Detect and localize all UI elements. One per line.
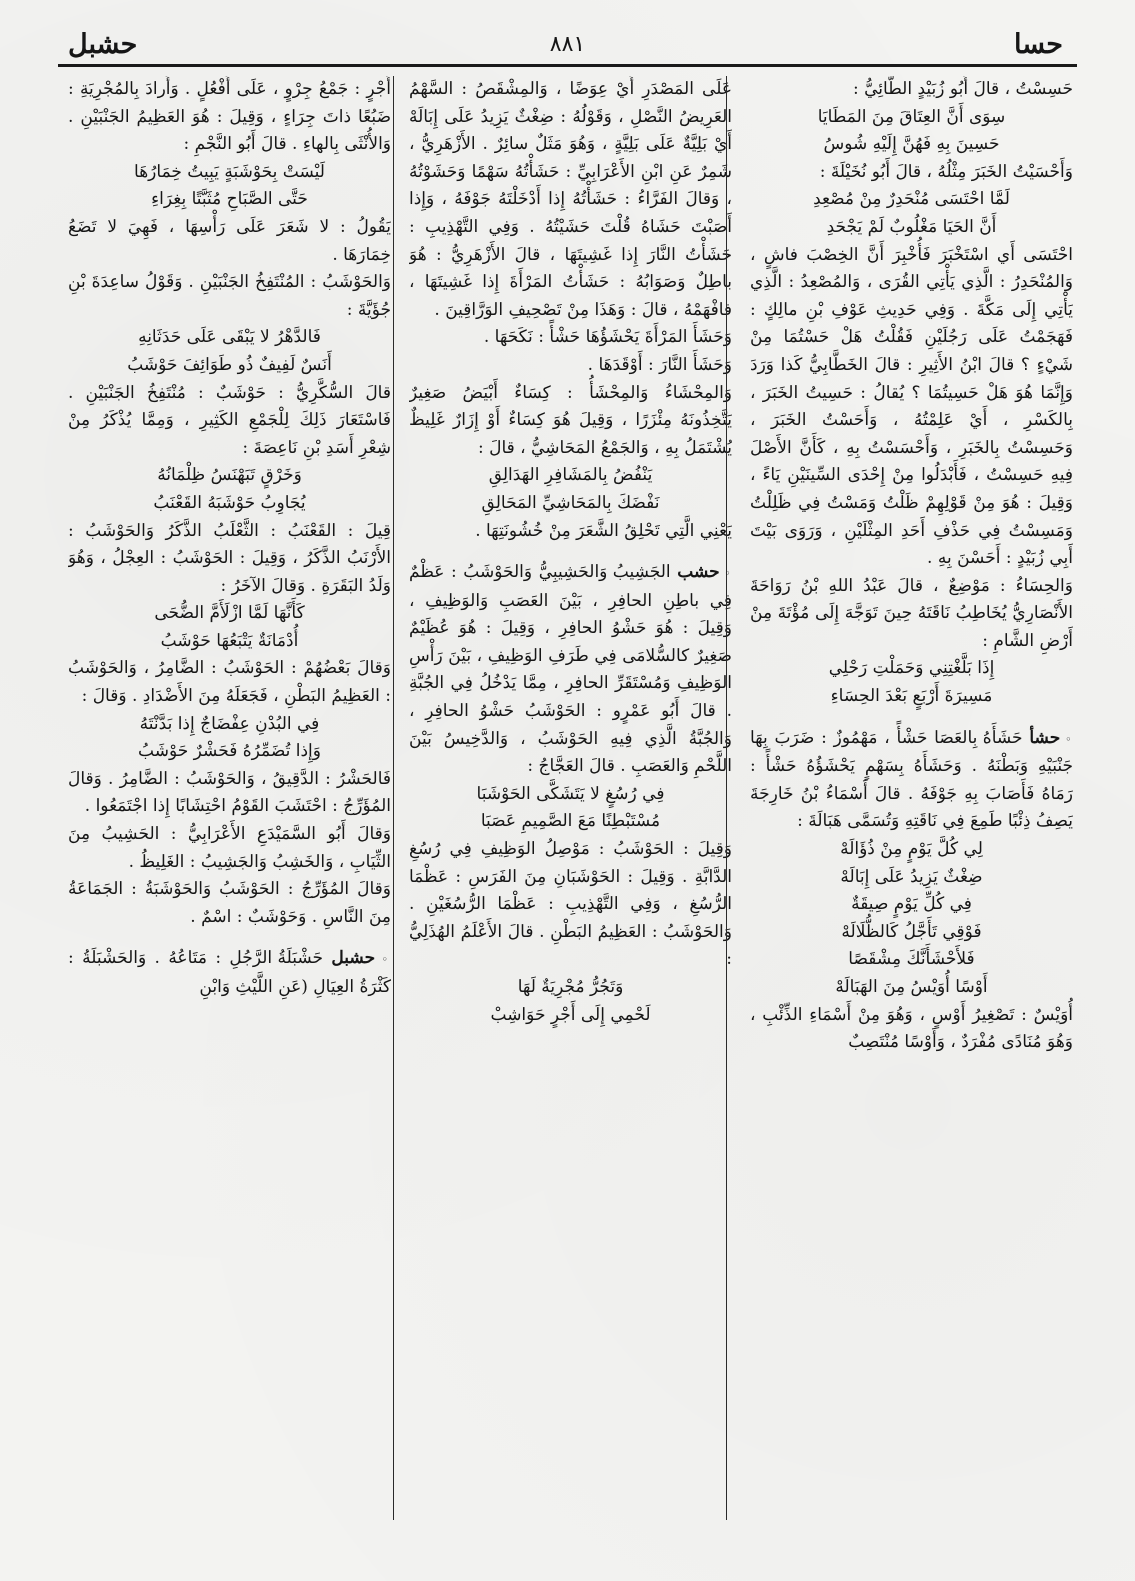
definition-text: أَجْرٍ : جَمْعُ جِرْوٍ ، عَلَى أَفْعُلٍ . وَأَرادَ بِالمُجْرِيَةِ : ضَبُعًا ذاتَ جِرَاءٍ ، وَقِيلَ : هُوَ العَظِيمُ الجَنْبَيْنِ . وَالأُنْثَى بِالهاءِ . قالَ أَبُو النَّجْمِ : [68, 79, 391, 155]
verse-text: سِوَى أَنَّ العِتَاقَ مِنَ المَطَايَا [817, 106, 1006, 127]
verse-text: كَأَنَّهَا لَمَّا ازْلَأَمَّ الضُّحَى [154, 603, 305, 624]
entry-text [68, 655, 391, 710]
page-number: ٨٨١ [549, 32, 586, 57]
verse-text: حَسِينَ بِهِ فَهُنَّ إِلَيْهِ شُوسُ [823, 134, 1000, 155]
entry-text [750, 573, 1073, 656]
definition-text: قالَ السُّكَّرِيُّ : حَوْشَبٌ : مُنْتَفِخُ الجَنْبَيْنِ . فَاسْتَعَارَ ذَلِكَ لِلْجَمْعِ الكَثِيرِ ، وَمِمَّا يُذْكَرُ مِنْ شِعْرِ أَسَدِ بْنِ نَاعِصَةَ : [68, 382, 391, 458]
verse-line [750, 919, 1073, 947]
verse-line [409, 462, 732, 490]
entry-text [68, 380, 391, 463]
verse-line [750, 683, 1073, 711]
verse-text: وَتَجُرُّ مُجْرِيَةٌ لَهَا [517, 977, 624, 997]
entry-text [409, 324, 732, 352]
verse-text: أَنَسٌ لَفِيفٌ ذُو طَوَائِفَ حَوْشَبُ [127, 354, 332, 375]
entry-text [409, 836, 732, 974]
verse-line [68, 490, 391, 518]
entry-text [409, 76, 732, 324]
entry-text [750, 76, 1073, 104]
entry-text [750, 1002, 1073, 1057]
entry-text [409, 559, 732, 781]
verse-line [750, 655, 1073, 683]
verse-line [68, 159, 391, 187]
verse-text: يُجَاوِبُ حَوْشَبَهُ القَعْنَبُ [153, 492, 306, 513]
verse-text: فِي رُسُغٍ لا يَتَشَكَّى الحَوْشَبَا [476, 783, 665, 804]
verse-line [409, 1002, 732, 1030]
definition-text: وَقالَ بَعْضُهُمْ : الحَوْشَبُ : الضَّامِرُ ، وَالحَوْشَبُ : العَظِيمُ البَطْنِ ، فَجَعَلَهُ مِنَ الأَضْدَادِ . وَقالَ : [68, 658, 391, 707]
verse-line [68, 462, 391, 490]
header-rule [58, 64, 1077, 67]
definition-text: عَلَى المَصْدَرِ أَيْ عِوَضًا ، وَالمِشْقَصُ : السَّهْمُ العَرِيضُ النَّصْلِ ، وَقَوْلُهُ : ضِغْثٌ يَزِيدُ عَلَى إِبَالَهْ أَيْ بَلِيَّةٌ عَلَى بَلِيَّةٍ ، وَهُوَ مَثَلٌ سائِرٌ . الأَزْهَرِيُّ ، شَمِرٌ عَنِ ابْنِ الأَعْرَابِيِّ : حَشَأْتُهُ سَهْمًا وَحَشَوْتُهُ ، وَقالَ الفَرَّاءُ : حَشَأْتُهُ إِذا أَدْخَلْتَهُ جَوْفَهُ ، وَإِذا أَصَبْتَ حَشَاهُ قُلْتَ حَشَيْتُهُ . وَفِي التَّهْذِيبِ : حَشَأْتُ النَّارَ إِذا غَشِيتَهَا ، قالَ الأَزْهَرِيُّ : هُوَ باطِلٌ وَصَوَابُهُ : حَشَأْتُ المَرْأَةَ إِذا غَشِيتَهَا ، فافْهَمْهُ ، قالَ : وَهَذَا مِنْ تَصْحِيفِ الوَرَّاقِينَ . [409, 79, 732, 320]
verse-line [750, 104, 1073, 132]
verse-text: يَنْفُضُ بِالمَشَافِرِ الهَدَالِقِ [488, 465, 653, 486]
page-header [58, 22, 1077, 66]
verse-text: وَخَرْقٍ تَبَهْنَسُ ظِلْمَانُهُ [157, 465, 302, 486]
verse-line [68, 711, 391, 739]
verse-line [750, 864, 1073, 892]
verse-line [409, 974, 732, 1002]
entry-text [68, 766, 391, 821]
verse-line [750, 836, 1073, 864]
column-divider [726, 76, 727, 1520]
definition-text: وَالمِحْشَاءُ وَالمِحْشَأُ : كِسَاءٌ أَبْيَضُ صَغِيرٌ يَتَّخِذُونَهُ مِئْزَرًا ، وَقِيلَ هُوَ كِسَاءٌ أَوْ إِزَارٌ غَلِيظٌ يُشْتَمَلُ بِهِ ، وَالجَمْعُ المَحَاشِيُّ ، قالَ : [409, 382, 732, 458]
verse-text: أُدْمَانَةٌ يَتْبَعُهَا حَوْشَبُ [160, 630, 299, 651]
definition-text: حَشْبَلَةُ الرَّجُلِ : مَتَاعُهُ . وَالحَشْبَلَةُ : كَثْرَةُ العِيَالِ (عَنِ اللَّيْثِ وَابْنِ [68, 948, 391, 997]
verse-line [68, 186, 391, 214]
column-right [750, 76, 1073, 1526]
verse-text: لَحْمِي إِلَى أَجْرٍ حَوَاشِبْ [490, 1004, 651, 1025]
verse-text: لِي كُلَّ يَوْمٍ مِنْ ذُؤَالَهْ [840, 839, 983, 860]
verse-text: فَوْقِي تَأَجَّلُ كَالظُّلَالَهْ [841, 921, 982, 942]
entry-text [750, 725, 1073, 836]
verse-line [750, 186, 1073, 214]
verse-line [409, 808, 732, 836]
entry-spacer [409, 545, 732, 559]
column-middle [409, 76, 732, 1526]
verse-line [409, 490, 732, 518]
headword: ◦ حشب [677, 562, 732, 582]
column-divider [393, 76, 394, 1520]
entry-spacer [750, 711, 1073, 725]
entry-text [68, 945, 391, 1001]
definition-text: يَقُولُ : لا شَعَرَ عَلَى رَأْسِهَا ، فَهِيَ لا تَضَعُ خِمَارَهَا . [68, 216, 391, 265]
running-head-right: حسا [1013, 29, 1063, 60]
entry-spacer [68, 931, 391, 945]
definition-text: الجَشِيبُ وَالحَشِيبِيُّ وَالحَوْشَبُ : عَظْمٌ فِي باطِنِ الحافِرِ ، بَيْنَ العَصَبِ وَالوَظِيفِ ، وَقِيلَ : هُوَ حَشْوُ الحافِرِ ، وَقِيلَ : هُوَ عُظَيْمٌ صَغِيرٌ كالسُّلامَى فِي طَرَفِ الوَظِيفِ ، بَيْنَ رَأْسِ الوَظِيفِ وَمُسْتَقَرِّ الحافِرِ ، مِمَّا يَدْخُلُ فِي الجُبَّةِ . قالَ أَبُو عَمْرٍو : الحَوْشَبُ حَشْوُ الحافِرِ ، وَالجُبَّةُ الَّذِي فِيهِ الحَوْشَبُ ، وَالدَّخِيسُ بَيْنَ اللَّحْمِ وَالعَصَبِ . قالَ العَجَّاجُ : [409, 562, 732, 777]
verse-line [68, 738, 391, 766]
definition-text: وَقِيلَ : الحَوْشَبُ : مَوْصِلُ الوَظِيفِ فِي رُسُغِ الدَّابَّةِ . وَقِيلَ : الحَوْشَبَانِ مِنَ الفَرَسِ : عَظْمَا الرُّسُغِ ، وَفِي التَّهْذِيبِ : عَظْمَا الرُّسُغَيْنِ . وَالحَوْشَبُ : العَظِيمُ البَطْنِ . قالَ الأَعْلَمُ الهُذَلِيُّ : [409, 839, 732, 970]
verse-text: مَسِيرَةَ أَرْبَعٍ بَعْدَ الحِسَاءِ [830, 686, 993, 707]
entry-text [409, 518, 732, 546]
verse-line [409, 781, 732, 809]
definition-text: حَشَأَهُ بِالعَصَا حَشْأً ، مَهْمُوزٌ : ضَرَبَ بِهَا جَنْبَيْهِ وَبَطْنَهُ . وَحَشَأَهُ بِسَهْمٍ يَحْشَؤُهُ حَشْأً : رَمَاهُ فَأَصَابَ بِهِ جَوْفَهُ . قالَ أَسْمَاءُ بْنُ خَارِجَةَ يَصِفُ ذِئْبًا طَمِعَ فِي نَاقَتِهِ وَتُسَمَّى هَبَالَةَ : [750, 727, 1073, 832]
entry-text [68, 269, 391, 324]
headword: ◦ حشبل [331, 948, 391, 968]
verse-text: لَيْسَتْ بِحَوْشَبَةٍ يَبِيتُ خِمَارُهَا [134, 161, 325, 182]
verse-text: فِي كُلِّ يَوْمٍ صِيقَةٌ [851, 894, 972, 915]
entry-text [68, 876, 391, 931]
verse-line [750, 974, 1073, 1002]
verse-line [750, 946, 1073, 974]
headword: ◦ حشأ [1029, 728, 1073, 748]
verse-text: فَلأَحْشَأَنَّكَ مِشْقَصًا [848, 949, 975, 970]
verse-text: وَإِذا تُضَمِّرُهُ فَحَشْرٌ حَوْشَبُ [138, 741, 321, 762]
definition-text: قِيلَ : القَعْنَبُ : الثَّعْلَبُ الذَّكَرُ وَالحَوْشَبُ : الأَرْنَبُ الذَّكَرُ ، وَقِيلَ : الحَوْشَبُ : العِجْلُ ، وَهُوَ وَلَدُ البَقَرَةِ . وَقالَ الآخَرُ : [68, 520, 391, 596]
verse-line [750, 891, 1073, 919]
definition-text: وَالحَوْشَبُ : المُنْتَفِخُ الجَنْبَيْنِ . وَقَوْلُ ساعِدَةَ بْنِ جُؤَيَّةَ : [68, 272, 391, 320]
verse-text: أَنَّ الحَيَا مَغْلُوبٌ لَمْ يَجْحَدِ [826, 216, 997, 237]
definition-text: وَحَشَأَ النَّارَ : أَوْقَدَهَا . [587, 354, 732, 375]
definition-text: وَحَشَأَ المَرْأَةَ يَحْشَؤُهَا حَشْأً : نَكَحَهَا . [483, 327, 732, 348]
definition-text: يَعْنِي الَّتِي تَحْلِقُ الشَّعَرَ مِنْ خُشُونَتِهَا . [475, 520, 732, 541]
verse-line [68, 324, 391, 352]
entry-text [68, 821, 391, 876]
definition-text: وَالحِسَاءُ : مَوْضِعٌ ، قالَ عَبْدُ اللهِ بْنُ رَوَاحَةَ الأَنْصَارِيُّ يُخَاطِبُ نَاقَتَهُ حِينَ تَوَجَّهَ إِلَى مُؤْتَةَ مِنْ أَرْضِ الشَّامِ : [750, 575, 1073, 651]
verse-text: فَالدَّهْرُ لا يَبْقَى عَلَى حَدَثَانِهِ [138, 327, 321, 348]
definition-text: أُوَيْسٌ : تَصْغِيرُ أَوْسٍ ، وَهُوَ مِنْ أَسْمَاءِ الذِّئْبِ ، وَهُوَ مُنَادًى مُفْرَدٌ ، وَأَوْسًا مُنْتَصِبٌ [750, 1004, 1073, 1053]
verse-text: فِي البُدْنِ عِفْضَاجٌ إِذا بَدَّنْتَهُ [139, 713, 320, 734]
entry-text [409, 352, 732, 380]
definition-text: وَأَحْسَيْتُ الخَبَرَ مِثْلُهُ ، قالَ أَبُو نُخَيْلَةَ : [819, 161, 1073, 182]
verse-text: مُسْتَبْطِنًا مَعَ الصَّمِيمِ عَصَبَا [480, 811, 661, 832]
verse-line [68, 600, 391, 628]
verse-line [68, 352, 391, 380]
definition-text: فَالحَشْرُ : الدَّقِيقُ ، وَالحَوْشَبُ : الضَّامِرُ . وَقالَ المُؤَرِّجُ : احْتَشَبَ القَوْمُ احْتِشَابًا إِذا اجْتَمَعُوا . [68, 768, 391, 817]
verse-text: ضِغْثٌ يَزِيدُ عَلَى إِبَالَهْ [840, 866, 983, 887]
definition-text: حَسِسْتُ ، قالَ أَبُو زُبَيْدٍ الطَّائِيُّ : [853, 79, 1073, 99]
verse-text: نَفْضَكَ بِالمَحَاشِيِّ المَحَالِقِ [481, 492, 660, 513]
entry-text [68, 214, 391, 269]
verse-line [750, 214, 1073, 242]
definition-text: وَقالَ المُؤَرِّجُ : الحَوْشَبُ وَالحَوْشَبَةُ : الجَمَاعَةُ مِنَ النَّاسِ . وَحَوْشَبٌ : اسْمٌ . [68, 879, 391, 927]
verse-text: أَوْسًا أُوَيْسُ مِنَ الهَبَالَهْ [835, 977, 988, 997]
entry-text [409, 380, 732, 463]
verse-text: لَمَّا احْتَسَى مُنْحَدِرٌ مِنْ مُصْعِدِ [813, 189, 1010, 210]
running-head-left: حشبل [68, 29, 138, 60]
entry-text [750, 159, 1073, 187]
definition-text: احْتَسَى أَي اسْتَخْبَرَ فَأُخْبِرَ أَنَّ الخِصْبَ فاشٍ ، وَالمُنْحَدِرُ : الَّذِي يَأْتِي القُرَى ، وَالمُصْعِدُ : الَّذِي يَأْتِي إِلَى مَكَّةَ . وَفِي حَدِيثِ عَوْفِ بْنِ مالِكٍ : فَهَجَمْتُ عَلَى رَجُلَيْنِ فَقُلْتُ هَلْ حَسْتُمَا مِنْ شَيْءٍ ؟ قالَ ابْنُ الأَثِيرِ : قالَ الخَطَّابِيُّ كَذا وَرَدَ وَإِنَّمَا هُوَ هَلْ حَسِيتُمَا ؟ يُقالُ : حَسِيتُ الخَبَرَ ، بِالكَسْرِ ، أَيْ عَلِمْتُهُ ، وَأَحَسْتُ الخَبَرَ ، وَحَسِسْتُ بِالخَبَرِ ، وَأَحْسَسْتُ بِهِ ، كَأَنَّ الأَصْلَ فِيهِ حَسِسْتُ ، فَأَبْدَلُوا مِنْ إِحْدَى السِّينَيْنِ يَاءً ، وَقِيلَ : هُوَ مِنْ قَوْلِهِمْ ظَلْتُ وَمَسْتُ فِي ظَلِلْتُ وَمَسِسْتُ فِي حَذْفِ أَحَدِ المِثْلَيْنِ ، وَرَوَى بَيْتَ أَبِي زُبَيْدٍ : أَحَسْنَ بِهِ . [750, 244, 1073, 569]
verse-line [750, 131, 1073, 159]
column-left [68, 76, 391, 1526]
entry-text [68, 76, 391, 159]
text-columns [62, 76, 1073, 1526]
entry-text [750, 242, 1073, 573]
definition-text: وَقالَ أَبُو السَّمَيْدَعِ الأَعْرَابِيُّ : الحَشِيبُ مِنَ الثِّيَابِ ، وَالخَشِبُ وَالجَشِيبُ : الغَلِيظُ . [68, 824, 391, 872]
verse-text: إِذَا بَلَّغْتِنِي وَحَمَلْتِ رَحْلِي [828, 658, 995, 679]
verse-text: حَتَّى الصَّبَاحِ مُثَبَّتًا بِغِرَاءِ [151, 189, 308, 210]
verse-line [68, 628, 391, 656]
entry-text [68, 518, 391, 601]
